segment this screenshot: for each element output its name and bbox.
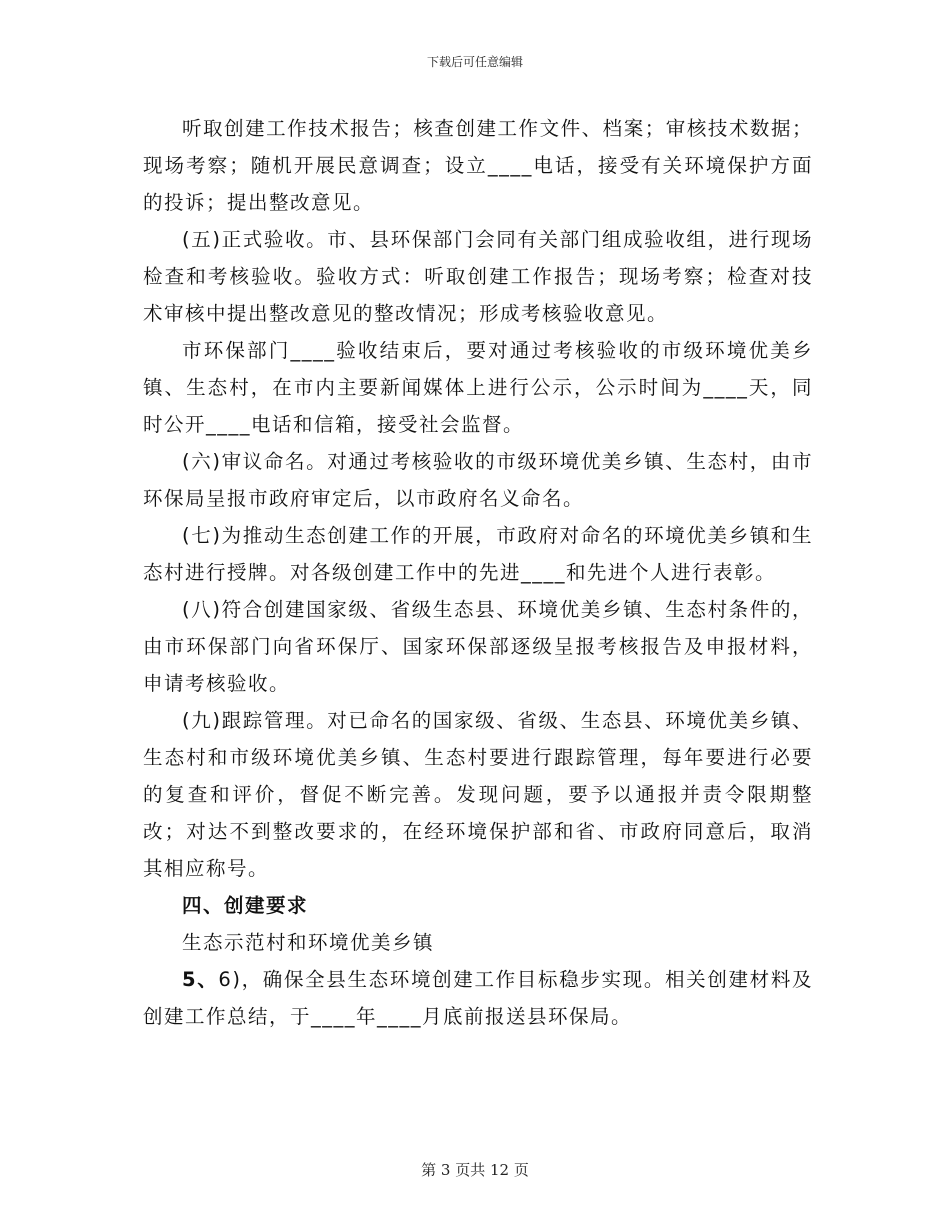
subheading: 生态示范村和环境优美乡镇 — [182, 931, 435, 954]
paragraph-national-provincial-application: (八)符合创建国家级、省级生态县、环境优美乡镇、生态村条件的，由市环保部门向省环保厅、国家环保部逐级呈报考核报告及申报材料，申请考核验收。 — [143, 598, 813, 695]
paragraph-number: 5、 — [182, 968, 219, 991]
paragraph-award-plaques: (七)为推动生态创建工作的开展，市政府对命名的环境优美乡镇和生态村进行授牌。对各级创建工作中的先进____和先进个人进行表彰。 — [143, 524, 813, 584]
numbered-paragraph — [143, 961, 813, 1035]
section-heading: 四、创建要求 — [182, 894, 309, 917]
document-body — [143, 110, 813, 1035]
paragraph-naming-review: (六)审议命名。对通过考核验收的市级环境优美乡镇、生态村，由市环保局呈报市政府审定后，以市政府名义命名。 — [143, 450, 813, 510]
page-header: 下载后可任意编辑 — [426, 55, 523, 69]
paragraph-public-notice: 市环保部门____验收结束后，要对通过考核验收的市级环境优美乡镇、生态村，在市内主要新闻媒体上进行公示，公示时间为____天，同时公开____电话和信箱，接受社会监督。 — [143, 339, 813, 436]
paragraph-tracking-management: (九)跟踪管理。对已命名的国家级、省级、生态县、环境优美乡镇、生态村和市级环境优美乡镇、生态村要进行跟踪管理，每年要进行必要的复查和评价，督促不断完善。发现问题，要予以通报并责令限期整改；对达不到整改要求的，在经环境保护部和省、市政府同意后，取消其相应称号。 — [143, 709, 813, 880]
paragraph-review-content: 听取创建工作技术报告；核查创建工作文件、档案；审核技术数据；现场考察；随机开展民意调查；设立____电话，接受有关环境保护方面的投诉；提出整改意见。 — [143, 117, 813, 214]
page-footer: 第 3 页共 12 页 — [421, 1161, 529, 1179]
paragraph-text: 6)，确保全县生态环境创建工作目标稳步实现。相关创建材料及创建工作总结，于____年____月底前报送县环保局。 — [143, 968, 814, 1028]
paragraph-formal-acceptance: (五)正式验收。市、县环保部门会同有关部门组成验收组，进行现场检查和考核验收。验收方式：听取创建工作报告；现场考察；检查对技术审核中提出整改意见的整改情况；形成考核验收意见。 — [143, 228, 813, 325]
